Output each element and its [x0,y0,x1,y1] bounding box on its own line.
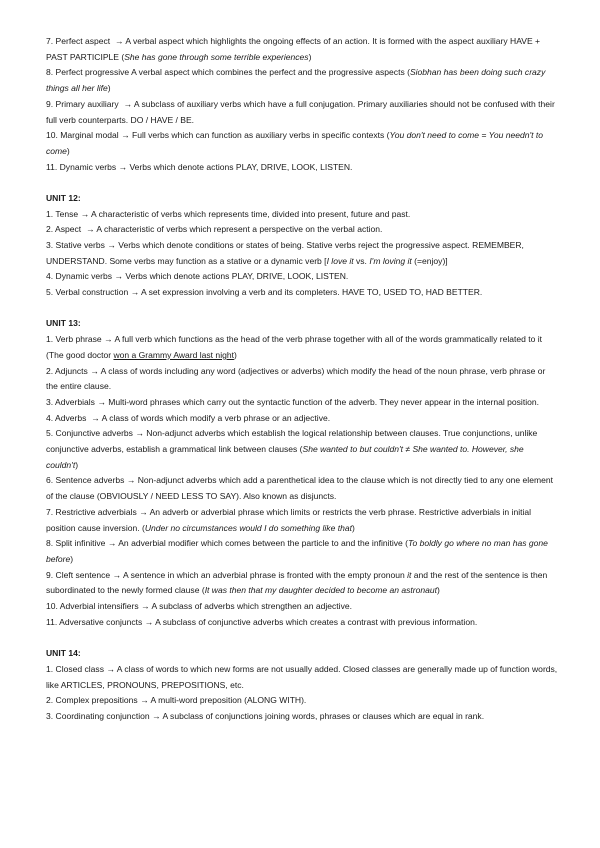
list-item: 5. Verbal construction → A set expression involving a verb and its completers. HAVE TO, USED TO, HAD BETTER. [46,287,483,298]
list-item: 1. Closed class → A class of words to which new forms are not usually added. Closed classes are generally made up of function words, like ARTICLES, PRONOUNS, PREPOSITIONS, etc. [46,663,558,690]
list-item: 3. Stative verbs → Verbs which denote conditions or states of being. Stative verbs reject the progressive aspect. REMEMBER, UNDERSTAND. Some verbs may function as a stative or a dynamic verb [I love it vs. I'm loving it (=enjoy)] [46,240,524,266]
list-item: 9. Primary auxiliary → A subclass of auxiliary verbs which have a full conjugation. Primary auxiliaries should not be confused with their full verb counterparts. DO / HAVE / BE. [46,98,555,125]
list-item: 10. Adverbial intensifiers → A subclass of adverbs which strengthen an adjective. [46,601,352,612]
list-item: 6. Sentence adverbs → Non-adjunct adverbs which add a parenthetical idea to the clause which is not directly tied to any one element of the clause (OBVIOUSLY / NEED LESS TO SAY). Also known as disjuncts. [46,475,553,502]
list-item: 10. Marginal modal → Full verbs which can function as auxiliary verbs in specific contexts (You don't need to come = You needn't to come) [46,130,543,156]
list-item: 8. Perfect progressive A verbal aspect which combines the perfect and the progressive aspects (Siobhan has been doing such crazy things all her life) [46,67,546,94]
list-item: 7. Perfect aspect → A verbal aspect which highlights the ongoing effects of an action. It is formed with the aspect auxiliary HAVE + PAST PARTICIPLE (She has gone through some terrible experiences) [46,36,541,62]
unit-heading: UNIT 14: [46,648,81,659]
list-item: 3. Adverbials → Multi-word phrases which carry out the syntactic function of the adverb. They never appear in the internal position. [46,396,539,407]
list-item: 2. Adjuncts → A class of words including any word (adjectives or adverbs) which modify the head of the noun phrase, verb phrase or the entire clause. [46,365,546,392]
list-item: 5. Conjunctive adverbs → Non-adjunct adverbs which establish the logical relationship between clauses. True conjunctions, unlike conjunctive adverbs, establish a grammatical link between clauses (She wanted to but couldn't ≠ She wanted to. However, she couldn't) [46,428,538,470]
unit-heading: UNIT 12: [46,192,81,203]
document-page [46,34,558,725]
list-item: 1. Tense → A characteristic of verbs which represents time, divided into present, future and past. [46,208,411,219]
list-item: 11. Adversative conjuncts → A subclass of conjunctive adverbs which creates a contrast with previous information. [46,616,478,627]
list-item: 2. Complex prepositions → A multi-word preposition (ALONG WITH). [46,695,307,706]
list-item: 4. Dynamic verbs → Verbs which denote actions PLAY, DRIVE, LOOK, LISTEN. [46,271,349,282]
list-item: 11. Dynamic verbs → Verbs which denote actions PLAY, DRIVE, LOOK, LISTEN. [46,161,353,172]
unit-heading: UNIT 13: [46,318,81,329]
list-item: 1. Verb phrase → A full verb which functions as the head of the verb phrase together with all of the words grammatically related to it (The good doctor won a Grammy Award last night) [46,334,543,360]
list-item: 9. Cleft sentence → A sentence in which an adverbial phrase is fronted with the empty pronoun it and the rest of the sentence is then subordinated to the newly formed clause (It was then that my daughter decided to become an astronaut) [46,569,548,596]
list-item: 8. Split infinitive → An adverbial modifier which comes between the particle to and the infinitive (To boldly go where no man has gone before) [46,538,548,564]
list-item: 3. Coordinating conjunction → A subclass of conjunctions joining words, phrases or clauses which are equal in rank. [46,710,485,721]
list-item: 4. Adverbs → A class of words which modify a verb phrase or an adjective. [46,412,331,423]
list-item: 7. Restrictive adverbials → An adverb or adverbial phrase which limits or restricts the verb phrase. Restrictive adverbials in initial position cause inversion. (Under no circumstances would I do something like that) [46,506,532,533]
list-item: 2. Aspect → A characteristic of verbs which represent a perspective on the verbal action. [46,224,383,235]
